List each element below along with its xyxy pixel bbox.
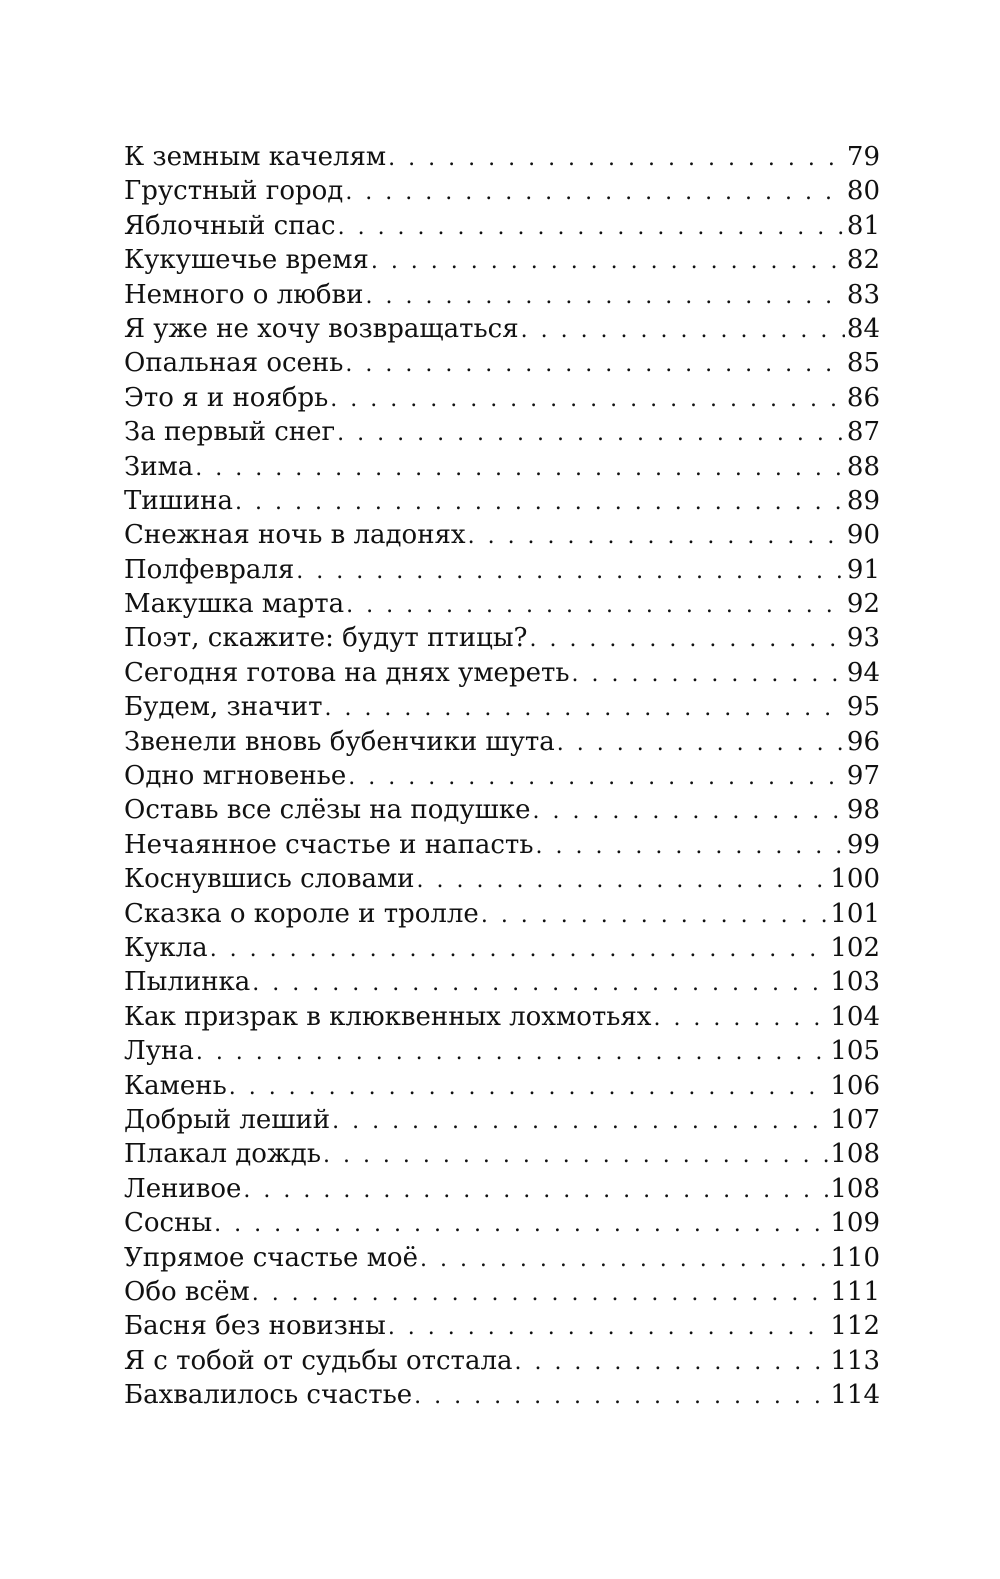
toc-entry-page-number: 110 <box>830 1242 880 1273</box>
toc-entry-title: Звенели вновь бубенчики шута <box>124 726 555 757</box>
toc-entry <box>124 897 880 931</box>
toc-entry <box>124 725 880 759</box>
toc-entry-title: Я с тобой от судьбы отстала <box>124 1345 513 1376</box>
toc-entry-page-number: 108 <box>830 1139 880 1170</box>
dot-leader <box>366 280 845 314</box>
toc-entry <box>124 1241 880 1275</box>
toc-entry <box>124 862 880 896</box>
dot-leader <box>420 1243 828 1277</box>
toc-entry-title: Оставь все слёзы на подушке <box>124 795 531 826</box>
toc-entry-title: Нечаянное счастье и напасть <box>124 829 534 860</box>
toc-entry-page-number: 89 <box>846 485 880 516</box>
dot-leader <box>324 692 844 726</box>
dot-leader <box>521 314 845 348</box>
toc-entry <box>124 518 880 552</box>
dot-leader <box>214 1208 828 1242</box>
toc-entry <box>124 140 880 174</box>
toc-entry <box>124 656 880 690</box>
toc-entry-title: Басня без новизны <box>124 1311 386 1342</box>
dot-leader <box>532 795 844 829</box>
toc-entry <box>124 621 880 655</box>
dot-leader <box>196 1036 829 1070</box>
dot-leader <box>330 383 845 417</box>
dot-leader <box>348 761 845 795</box>
toc-entry <box>124 759 880 793</box>
toc-entry-page-number: 107 <box>830 1104 880 1135</box>
toc-entry <box>124 828 880 862</box>
dot-leader <box>252 967 828 1001</box>
dot-leader <box>557 727 845 761</box>
toc-entry-title: Опальная осень <box>124 348 344 379</box>
toc-entry <box>124 381 880 415</box>
table-of-contents <box>124 140 880 1412</box>
dot-leader <box>252 1277 829 1311</box>
toc-entry-page-number: 112 <box>830 1311 880 1342</box>
toc-entry <box>124 312 880 346</box>
toc-entry-page-number: 94 <box>846 657 880 688</box>
dot-leader <box>337 417 845 451</box>
toc-entry-title: Обо всём <box>124 1276 250 1307</box>
toc-entry-page-number: 108 <box>830 1173 880 1204</box>
toc-entry-page-number: 80 <box>846 176 880 207</box>
toc-entry-title: Немного о любви <box>124 279 364 310</box>
toc-entry <box>124 415 880 449</box>
toc-entry-page-number: 85 <box>846 348 880 379</box>
toc-entry-page-number: 113 <box>830 1345 880 1376</box>
toc-entry-page-number: 104 <box>830 1001 880 1032</box>
dot-leader <box>243 1174 828 1208</box>
toc-entry-title: Ленивое <box>124 1173 242 1204</box>
toc-entry-title: Сегодня готова на днях умереть <box>124 657 570 688</box>
dot-leader <box>195 452 845 486</box>
toc-entry-page-number: 81 <box>846 210 880 241</box>
toc-entry-title: Сказка о короле и тролле <box>124 898 479 929</box>
toc-entry <box>124 965 880 999</box>
toc-entry <box>124 209 880 243</box>
dot-leader <box>417 864 829 898</box>
toc-entry <box>124 690 880 724</box>
toc-entry-title: К земным качелям <box>124 142 387 172</box>
toc-entry-page-number: 95 <box>846 692 880 723</box>
toc-entry-page-number: 84 <box>846 313 880 344</box>
toc-entry <box>124 1137 880 1171</box>
toc-entry-page-number: 96 <box>846 726 880 757</box>
toc-entry-title: Упрямое счастье моё <box>124 1242 418 1273</box>
toc-entry-title: Одно мгновенье <box>124 761 347 792</box>
toc-entry-page-number: 88 <box>846 451 880 482</box>
toc-entry-title: Макушка марта <box>124 589 345 620</box>
toc-entry-title: Добрый леший <box>124 1104 331 1135</box>
toc-entry <box>124 1000 880 1034</box>
dot-leader <box>296 555 845 589</box>
toc-entry-title: Кукла <box>124 932 208 963</box>
toc-entry-title: Плакал дождь <box>124 1139 321 1170</box>
toc-entry <box>124 243 880 277</box>
toc-entry <box>124 587 880 621</box>
toc-entry-page-number: 102 <box>830 932 880 963</box>
toc-entry-page-number: 97 <box>846 761 880 792</box>
toc-entry <box>124 1206 880 1240</box>
toc-entry-page-number: 86 <box>846 382 880 413</box>
toc-entry-title: Сосны <box>124 1208 213 1239</box>
toc-entry-title: Полфевраля <box>124 554 295 585</box>
dot-leader <box>514 1346 828 1380</box>
dot-leader <box>345 348 845 382</box>
dot-leader <box>210 933 829 967</box>
toc-entry-page-number: 105 <box>830 1036 880 1067</box>
toc-entry-title: Я уже не хочу возвращаться <box>124 313 519 344</box>
toc-entry-title: Бахвалилось счастье <box>124 1380 413 1411</box>
dot-leader <box>345 176 845 210</box>
toc-entry-page-number: 91 <box>846 554 880 585</box>
dot-leader <box>371 245 845 279</box>
toc-entry-page-number: 82 <box>846 245 880 276</box>
toc-entry-title: Будем, значит <box>124 692 323 723</box>
dot-leader <box>346 589 845 623</box>
dot-leader <box>388 142 845 176</box>
dot-leader <box>535 830 844 864</box>
toc-entry-page-number: 90 <box>846 520 880 551</box>
dot-leader <box>481 899 829 933</box>
dot-leader <box>388 1311 829 1345</box>
dot-leader <box>323 1139 828 1173</box>
dot-leader <box>653 1002 828 1036</box>
dot-leader <box>414 1380 828 1414</box>
dot-leader <box>572 658 845 692</box>
toc-entry-title: Камень <box>124 1070 227 1101</box>
toc-entry-title: Как призрак в клюквенных лохмотьях <box>124 1001 652 1032</box>
toc-entry-page-number: 106 <box>830 1070 880 1101</box>
dot-leader <box>229 1071 829 1105</box>
toc-entry-page-number: 100 <box>830 864 880 895</box>
toc-entry <box>124 174 880 208</box>
dot-leader <box>332 1105 828 1139</box>
toc-entry-title: Луна <box>124 1036 194 1067</box>
toc-entry-title: Пылинка <box>124 967 251 998</box>
toc-entry <box>124 450 880 484</box>
toc-entry-page-number: 79 <box>846 142 880 172</box>
toc-entry <box>124 553 880 587</box>
toc-entry <box>124 1309 880 1343</box>
toc-entry-title: Поэт, скажите: будут птицы? <box>124 623 528 654</box>
toc-entry-page-number: 92 <box>846 589 880 620</box>
toc-entry-page-number: 83 <box>846 279 880 310</box>
toc-entry-page-number: 109 <box>830 1208 880 1239</box>
toc-entry <box>124 793 880 827</box>
toc-entry <box>124 1378 880 1412</box>
toc-entry-title: Зима <box>124 451 194 482</box>
toc-entry-page-number: 93 <box>846 623 880 654</box>
toc-entry-title: Коснувшись словами <box>124 864 415 895</box>
toc-entry <box>124 1344 880 1378</box>
toc-entry <box>124 1069 880 1103</box>
toc-entry <box>124 1275 880 1309</box>
toc-entry <box>124 931 880 965</box>
toc-entry-title: Тишина <box>124 485 234 516</box>
toc-entry-title: За первый снег <box>124 417 336 448</box>
toc-entry-page-number: 103 <box>830 967 880 998</box>
toc-entry-page-number: 99 <box>846 829 880 860</box>
toc-entry <box>124 1172 880 1206</box>
toc-entry-page-number: 114 <box>830 1380 880 1411</box>
toc-entry <box>124 1103 880 1137</box>
toc-entry <box>124 1034 880 1068</box>
toc-entry <box>124 278 880 312</box>
toc-entry-page-number: 98 <box>846 795 880 826</box>
dot-leader <box>235 486 845 520</box>
toc-entry-title: Яблочный спас <box>124 210 336 241</box>
dot-leader <box>468 520 845 554</box>
dot-leader <box>338 211 845 245</box>
toc-entry-title: Это я и ноябрь <box>124 382 329 413</box>
toc-entry-title: Кукушечье время <box>124 245 369 276</box>
dot-leader <box>529 623 844 657</box>
toc-entry-title: Снежная ночь в ладонях <box>124 520 466 551</box>
toc-entry-page-number: 87 <box>846 417 880 448</box>
toc-entry <box>124 484 880 518</box>
toc-entry-page-number: 101 <box>830 898 880 929</box>
toc-entry-title: Грустный город <box>124 176 344 207</box>
toc-entry-page-number: 111 <box>830 1276 880 1307</box>
toc-entry <box>124 346 880 380</box>
